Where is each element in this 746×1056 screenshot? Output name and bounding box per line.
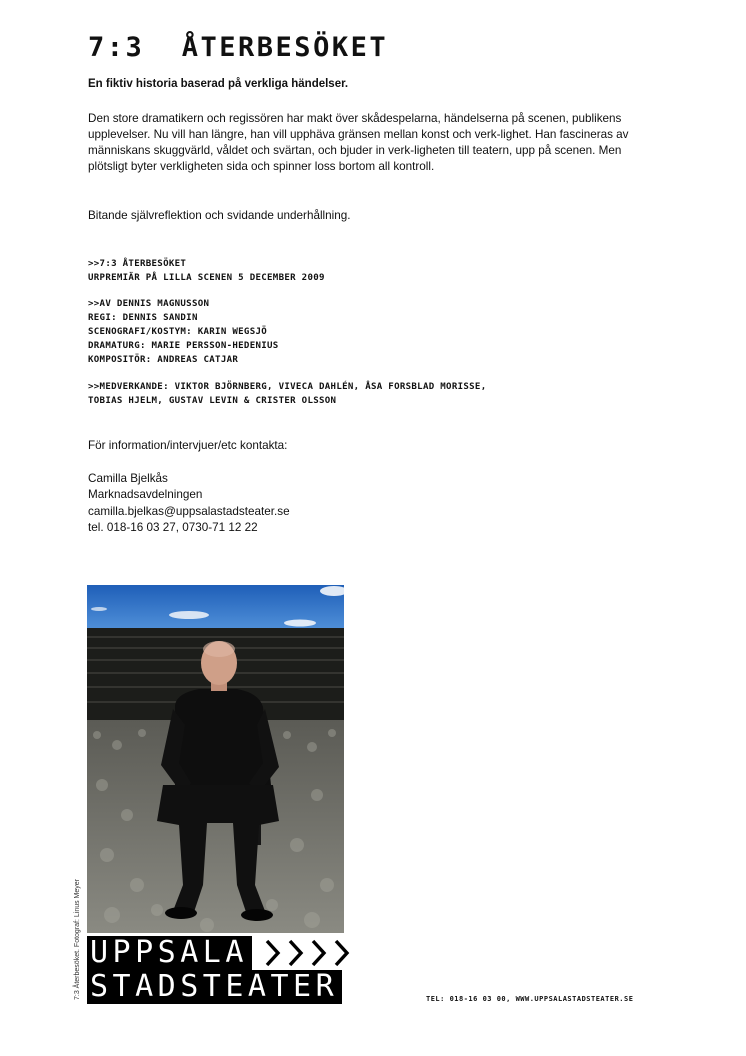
contact-department: Marknadsavdelningen (88, 488, 203, 502)
credit-line: SCENOGRAFI/KOSTYM: KARIN WEGSJÖ (88, 327, 268, 337)
credit-line: DRAMATURG: MARIE PERSSON-HEDENIUS (88, 341, 279, 351)
cast-credits (88, 380, 648, 408)
logo-line-stadsteater: STADSTEATER (87, 970, 342, 1004)
credit-line: >>7:3 ÅTERBESÖKET (88, 259, 187, 269)
production-credits (88, 297, 648, 367)
credit-line: KOMPOSITÖR: ANDREAS CATJAR (88, 355, 239, 365)
footer-contact: TEL: 018-16 03 00, WWW.UPPSALASTADSTEATER.SE (426, 995, 634, 1003)
credit-line: TOBIAS HJELM, GUSTAV LEVIN & CRISTER OLSSON (88, 396, 337, 406)
contact-block (88, 471, 290, 536)
production-photo (87, 585, 344, 933)
contact-intro: För information/intervjuer/etc kontakta: (88, 439, 288, 452)
photo-illustration (87, 585, 344, 933)
page-title: 7:3 ÅTERBESÖKET (88, 32, 389, 63)
theater-logo (87, 936, 364, 1004)
contact-email[interactable]: camilla.bjelkas@uppsalastadsteater.se (88, 504, 290, 518)
credit-line: >>AV DENNIS MAGNUSSON (88, 299, 210, 309)
logo-line-uppsala: UPPSALA (87, 936, 252, 970)
contact-name: Camilla Bjelkås (88, 472, 168, 485)
credit-line: >>MEDVERKANDE: VIKTOR BJÖRNBERG, VIVECA DAHLÉN, ÅSA FORSBLAD MORISSE, (88, 382, 487, 392)
credit-line: URPREMIÄR PÅ LILLA SCENEN 5 DECEMBER 2009 (88, 273, 325, 283)
intro-paragraph-closing: Bitande självreflektion och svidande underhållning. (88, 209, 351, 222)
photo-credit: 7:3 Återbesöket. Fotograf: Linus Meyer (74, 878, 81, 1000)
contact-phone: tel. 018-16 03 27, 0730-71 12 22 (88, 520, 258, 534)
chevrons-icon (264, 936, 364, 970)
credit-line: REGI: DENNIS SANDIN (88, 313, 198, 323)
intro-paragraph: Den store dramatikern och regissören har makt över skådespelarna, händelserna på scenen, publikens upplevelser. Nu vill han längre, han vill upphäva gränsen mellan konst och verk-lighet. Han fascineras av människans skuggvärld, våldet och svärtan, och bjuder in verk-ligheten till teatern, upp på scenen. Men plötsligt byter verkligheten sida och spinner loss bortom all kontroll. (88, 112, 629, 173)
premiere-credits (88, 257, 648, 285)
tagline: En fiktiv historia baserad på verkliga händelser. (88, 78, 349, 90)
